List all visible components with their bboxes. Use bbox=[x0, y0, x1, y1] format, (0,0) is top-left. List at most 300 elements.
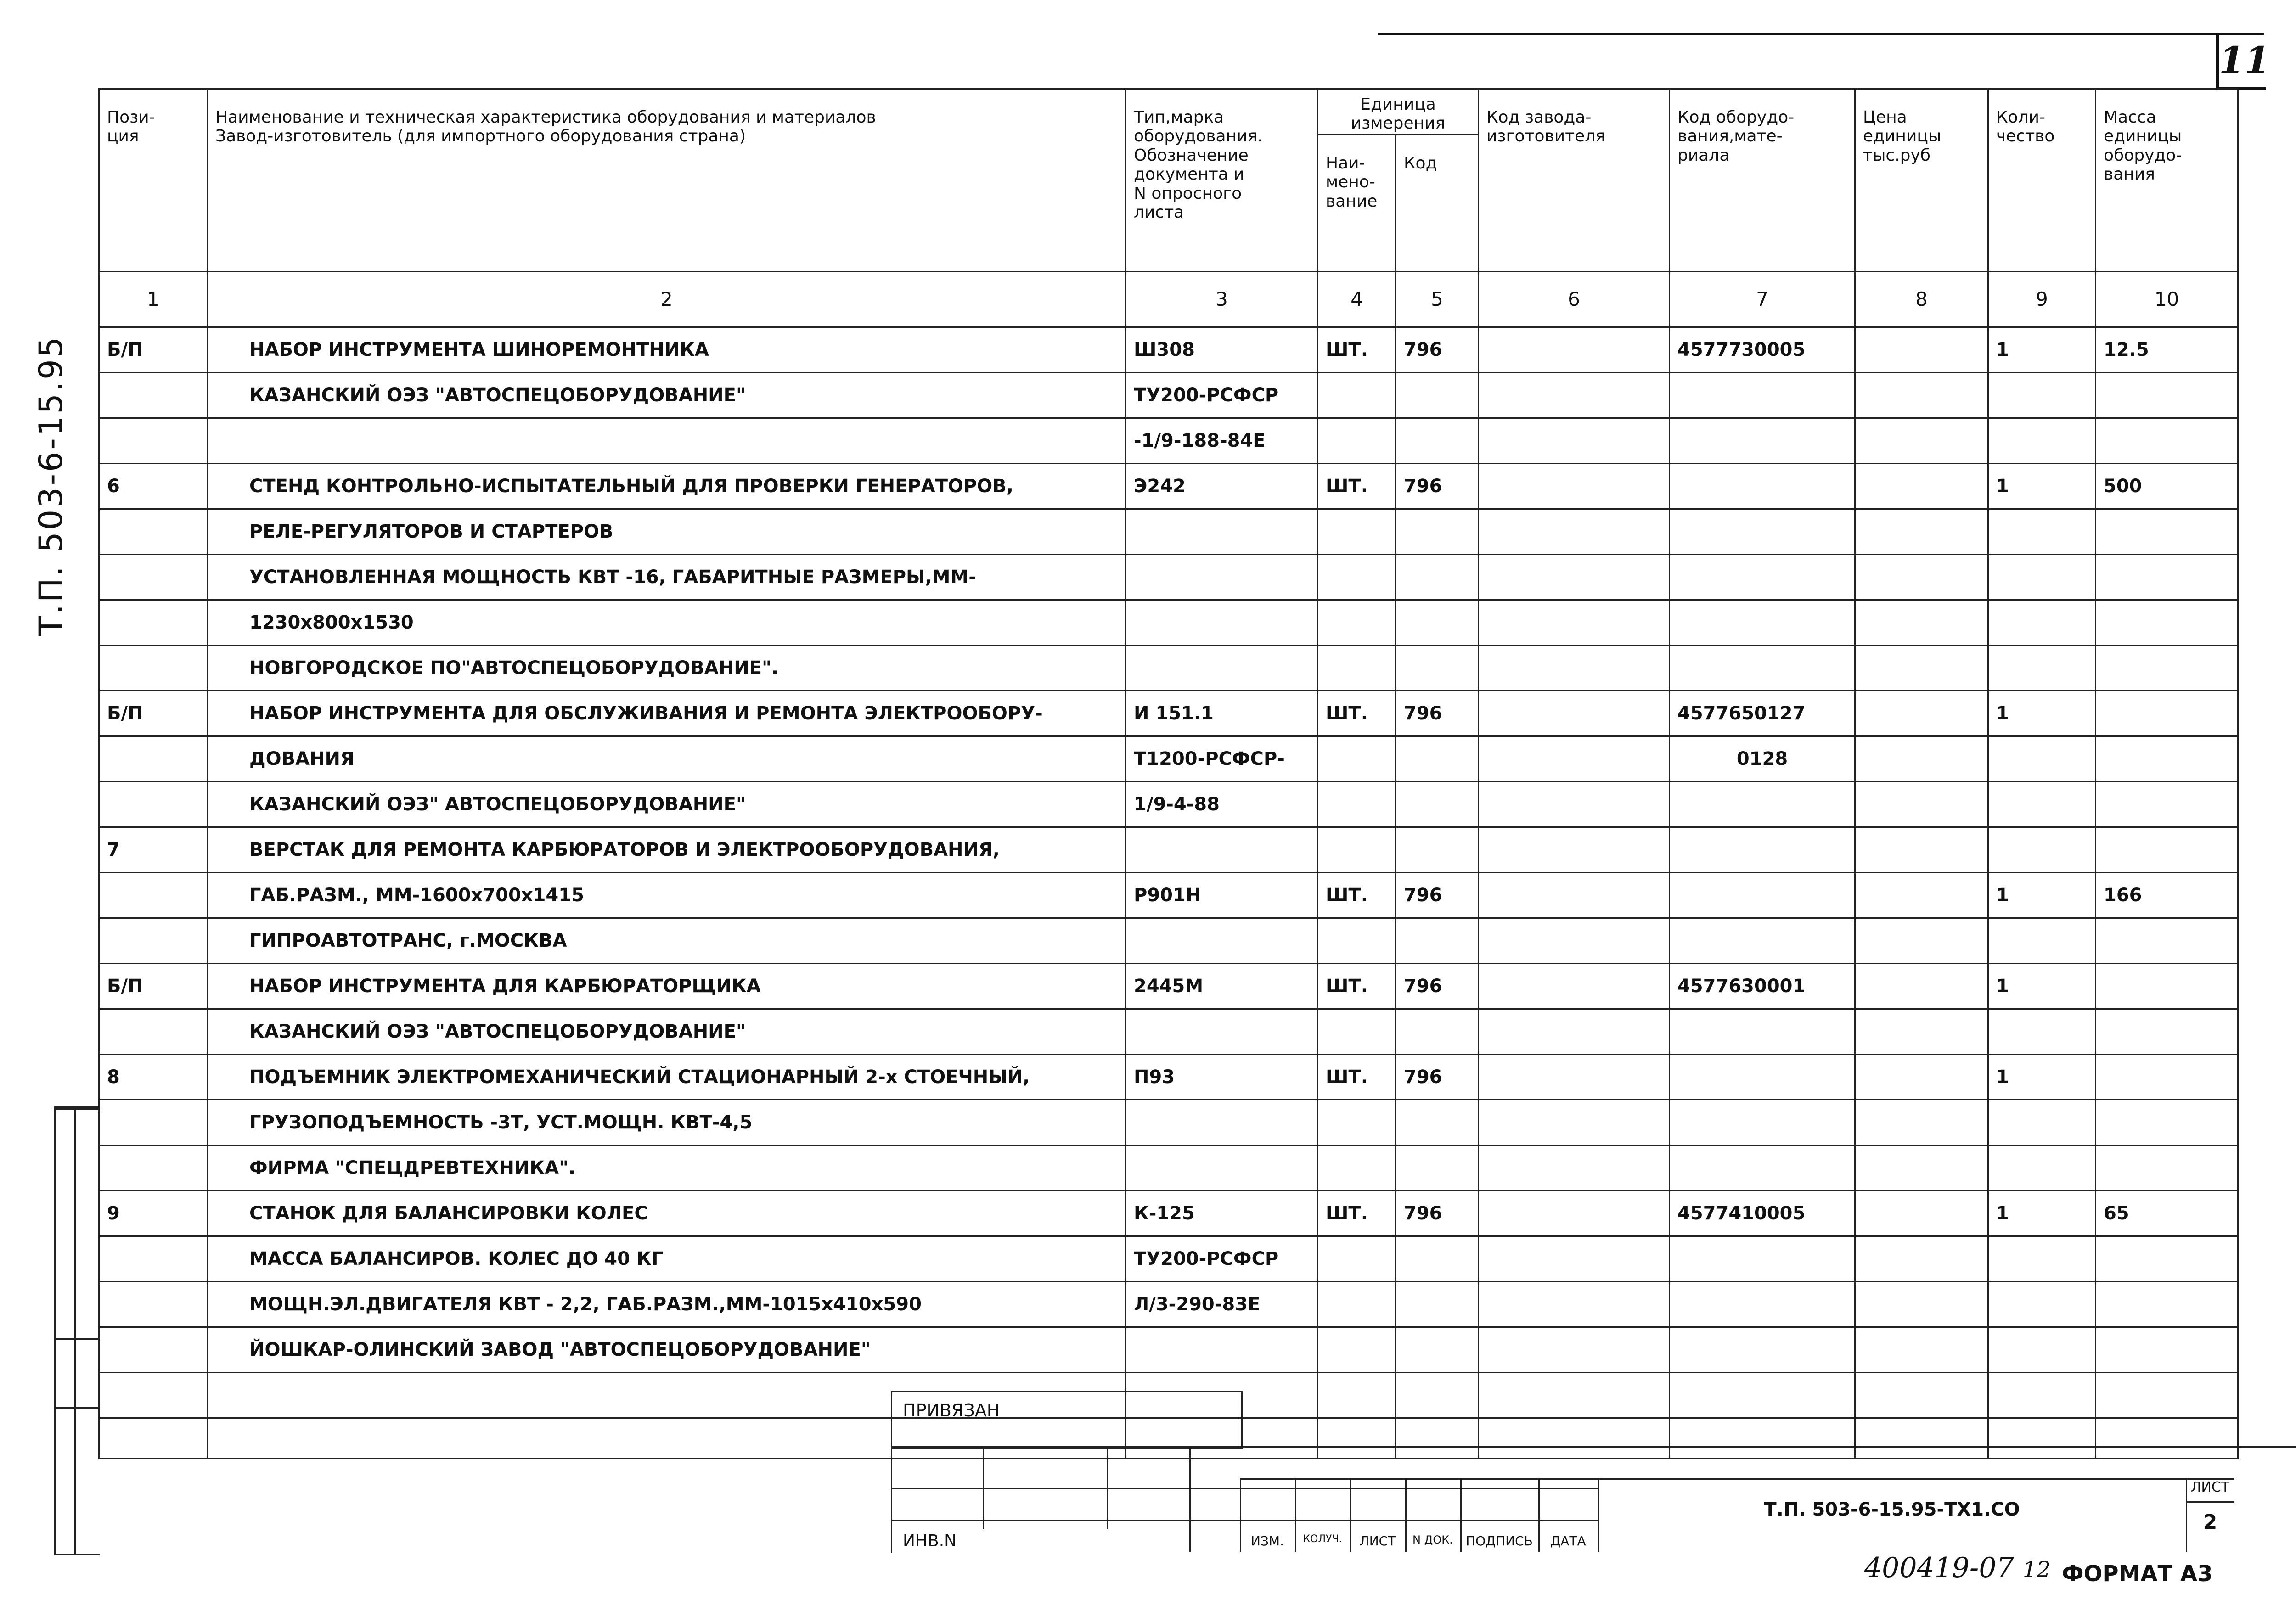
factory-code-cell bbox=[1479, 373, 1670, 418]
col-izm-label: ИЗМ. bbox=[1251, 1533, 1284, 1549]
quantity-cell bbox=[1988, 1236, 2096, 1282]
quantity-cell bbox=[1988, 509, 2096, 555]
factory-code-cell bbox=[1479, 555, 1670, 600]
equipment-code-cell bbox=[1670, 1055, 1855, 1100]
unit-name-cell bbox=[1318, 555, 1396, 600]
table-row bbox=[99, 418, 2238, 464]
factory-code-cell bbox=[1479, 464, 1670, 509]
name-cell: РЕЛЕ-РЕГУЛЯТОРОВ И СТАРТЕРОВ bbox=[208, 509, 1126, 555]
unit-code-cell bbox=[1396, 1009, 1479, 1055]
mass-cell bbox=[2096, 964, 2238, 1009]
equipment-code-cell bbox=[1670, 1100, 1855, 1145]
mass-cell bbox=[2096, 782, 2238, 827]
unit-name-cell: ШТ. bbox=[1318, 327, 1396, 373]
unit-name-cell bbox=[1318, 1282, 1396, 1327]
unit-code-cell: 796 bbox=[1396, 464, 1479, 509]
equipment-code-cell bbox=[1670, 646, 1855, 691]
factory-code-cell bbox=[1479, 736, 1670, 782]
price-cell bbox=[1855, 918, 1988, 964]
equipment-code-cell: 4577410005 bbox=[1670, 1191, 1855, 1236]
column-number: 10 bbox=[2096, 272, 2238, 327]
mass-cell bbox=[2096, 600, 2238, 646]
equipment-code-cell bbox=[1670, 873, 1855, 918]
price-cell bbox=[1855, 873, 1988, 918]
position-cell: Б/П bbox=[99, 964, 208, 1009]
column-number-row bbox=[99, 272, 2238, 327]
name-cell: ЙОШКАР-ОЛИНСКИЙ ЗАВОД "АВТОСПЕЦОБОРУДОВАНИЕ" bbox=[208, 1327, 1126, 1373]
price-cell bbox=[1855, 691, 1988, 736]
position-cell: 9 bbox=[99, 1191, 208, 1236]
table-row bbox=[99, 1100, 2238, 1145]
column-number: 7 bbox=[1670, 272, 1855, 327]
name-cell: КАЗАНСКИЙ ОЭЗ" АВТОСПЕЦОБОРУДОВАНИЕ" bbox=[208, 782, 1126, 827]
quantity-cell bbox=[1988, 555, 2096, 600]
position-cell bbox=[99, 1009, 208, 1055]
mass-cell bbox=[2096, 691, 2238, 736]
table-row bbox=[99, 464, 2238, 509]
header-equipment-code: Код оборудо- вания,мате- риала bbox=[1670, 89, 1855, 272]
table-row bbox=[99, 1327, 2238, 1373]
type-cell: ТУ200-РСФСР bbox=[1126, 373, 1318, 418]
type-cell bbox=[1126, 555, 1318, 600]
equipment-code-cell bbox=[1670, 1009, 1855, 1055]
unit-name-cell bbox=[1318, 782, 1396, 827]
factory-code-cell bbox=[1479, 1373, 1670, 1418]
equipment-code-cell bbox=[1670, 600, 1855, 646]
quantity-cell bbox=[1988, 373, 2096, 418]
name-cell: ФИРМА "СПЕЦДРЕВТЕХНИКА". bbox=[208, 1145, 1126, 1191]
column-number: 4 bbox=[1318, 272, 1396, 327]
equipment-code-cell bbox=[1670, 918, 1855, 964]
type-cell: Т1200-РСФСР- bbox=[1126, 736, 1318, 782]
specification-table bbox=[98, 88, 2239, 1459]
column-number: 9 bbox=[1988, 272, 2096, 327]
name-cell: НАБОР ИНСТРУМЕНТА ШИНОРЕМОНТНИКА bbox=[208, 327, 1126, 373]
quantity-cell bbox=[1988, 782, 2096, 827]
unit-code-cell bbox=[1396, 509, 1479, 555]
unit-name-cell: ШТ. bbox=[1318, 873, 1396, 918]
table-row bbox=[99, 782, 2238, 827]
mass-cell bbox=[2096, 1009, 2238, 1055]
table-row bbox=[99, 1191, 2238, 1236]
type-cell: 1/9-4-88 bbox=[1126, 782, 1318, 827]
position-cell: 7 bbox=[99, 827, 208, 873]
position-cell bbox=[99, 418, 208, 464]
mass-cell bbox=[2096, 1373, 2238, 1418]
unit-code-cell bbox=[1396, 918, 1479, 964]
name-cell: СТАНОК ДЛЯ БАЛАНСИРОВКИ КОЛЕС bbox=[208, 1191, 1126, 1236]
position-cell bbox=[99, 646, 208, 691]
unit-name-cell bbox=[1318, 646, 1396, 691]
mass-cell bbox=[2096, 1145, 2238, 1191]
mass-cell bbox=[2096, 918, 2238, 964]
name-cell: 1230х800х1530 bbox=[208, 600, 1126, 646]
mass-cell bbox=[2096, 509, 2238, 555]
factory-code-cell bbox=[1479, 918, 1670, 964]
mass-cell bbox=[2096, 646, 2238, 691]
name-cell: ГИПРОАВТОТРАНС, г.МОСКВА bbox=[208, 918, 1126, 964]
sheet-number: 11 bbox=[2216, 33, 2266, 90]
table-row bbox=[99, 1055, 2238, 1100]
price-cell bbox=[1855, 1236, 1988, 1282]
price-cell bbox=[1855, 1055, 1988, 1100]
factory-code-cell bbox=[1479, 1100, 1670, 1145]
name-cell: СТЕНД КОНТРОЛЬНО-ИСПЫТАТЕЛЬНЫЙ ДЛЯ ПРОВЕРКИ ГЕНЕРАТОРОВ, bbox=[208, 464, 1126, 509]
header-name: Наименование и техническая характеристика оборудования и материалов Завод-изготовитель (для импортного оборудования страна) bbox=[208, 89, 1126, 272]
table-row bbox=[99, 1009, 2238, 1055]
equipment-code-cell bbox=[1670, 782, 1855, 827]
equipment-code-cell: 4577650127 bbox=[1670, 691, 1855, 736]
position-cell bbox=[99, 373, 208, 418]
factory-code-cell bbox=[1479, 1282, 1670, 1327]
mass-cell bbox=[2096, 418, 2238, 464]
mass-cell bbox=[2096, 736, 2238, 782]
unit-code-cell: 796 bbox=[1396, 1191, 1479, 1236]
name-cell: ПОДЪЕМНИК ЭЛЕКТРОМЕХАНИЧЕСКИЙ СТАЦИОНАРНЫЙ 2-х СТОЕЧНЫЙ, bbox=[208, 1055, 1126, 1100]
position-cell bbox=[99, 1145, 208, 1191]
top-border-line bbox=[1378, 33, 2264, 35]
equipment-code-cell: 4577630001 bbox=[1670, 964, 1855, 1009]
type-cell bbox=[1126, 509, 1318, 555]
table-row bbox=[99, 555, 2238, 600]
unit-name-cell: ШТ. bbox=[1318, 464, 1396, 509]
table-row bbox=[99, 646, 2238, 691]
quantity-cell bbox=[1988, 1145, 2096, 1191]
mass-cell bbox=[2096, 373, 2238, 418]
unit-name-cell bbox=[1318, 1236, 1396, 1282]
position-cell bbox=[99, 1100, 208, 1145]
type-cell: ТУ200-РСФСР bbox=[1126, 1236, 1318, 1282]
mass-cell bbox=[2096, 1282, 2238, 1327]
col-podpis-label: ПОДПИСЬ bbox=[1466, 1533, 1533, 1549]
column-number: 1 bbox=[99, 272, 208, 327]
quantity-cell bbox=[1988, 1282, 2096, 1327]
quantity-cell: 1 bbox=[1988, 327, 2096, 373]
factory-code-cell bbox=[1479, 782, 1670, 827]
unit-code-cell bbox=[1396, 782, 1479, 827]
equipment-code-cell bbox=[1670, 464, 1855, 509]
vertical-project-label: Т.П. 503-6-15.95 bbox=[32, 335, 70, 636]
unit-name-cell bbox=[1318, 918, 1396, 964]
unit-name-cell bbox=[1318, 1145, 1396, 1191]
quantity-cell bbox=[1988, 646, 2096, 691]
handwritten-inventory-number bbox=[1864, 1552, 2051, 1584]
table-row bbox=[99, 1236, 2238, 1282]
unit-name-cell: ШТ. bbox=[1318, 691, 1396, 736]
column-number: 2 bbox=[208, 272, 1126, 327]
factory-code-cell bbox=[1479, 509, 1670, 555]
type-cell: 2445М bbox=[1126, 964, 1318, 1009]
name-cell: ВЕРСТАК ДЛЯ РЕМОНТА КАРБЮРАТОРОВ И ЭЛЕКТРООБОРУДОВАНИЯ, bbox=[208, 827, 1126, 873]
quantity-cell: 1 bbox=[1988, 1191, 2096, 1236]
name-cell: ГАБ.РАЗМ., ММ-1600х700х1415 bbox=[208, 873, 1126, 918]
type-cell bbox=[1126, 827, 1318, 873]
mass-cell bbox=[2096, 1236, 2238, 1282]
unit-name-cell bbox=[1318, 827, 1396, 873]
header-unit-group: Единица измерения bbox=[1318, 89, 1479, 135]
sheet-value: 2 bbox=[2203, 1510, 2217, 1534]
header-quantity: Коли- чество bbox=[1988, 89, 2096, 272]
mass-cell: 12.5 bbox=[2096, 327, 2238, 373]
price-cell bbox=[1855, 509, 1988, 555]
col-ndok-label: N ДОК. bbox=[1412, 1533, 1453, 1546]
type-cell: Л/3-290-83Е bbox=[1126, 1282, 1318, 1327]
mass-cell bbox=[2096, 1327, 2238, 1373]
equipment-code-cell bbox=[1670, 827, 1855, 873]
table-row bbox=[99, 509, 2238, 555]
col-data-label: ДАТА bbox=[1550, 1533, 1586, 1549]
col-list-label: ЛИСТ bbox=[1359, 1533, 1396, 1549]
quantity-cell: 1 bbox=[1988, 464, 2096, 509]
unit-code-cell bbox=[1396, 555, 1479, 600]
unit-code-cell bbox=[1396, 646, 1479, 691]
unit-code-cell: 796 bbox=[1396, 964, 1479, 1009]
header-unit-name: Наи- мено- вание bbox=[1318, 135, 1396, 272]
factory-code-cell bbox=[1479, 1191, 1670, 1236]
factory-code-cell bbox=[1479, 873, 1670, 918]
unit-name-cell: ШТ. bbox=[1318, 1191, 1396, 1236]
price-cell bbox=[1855, 736, 1988, 782]
type-cell bbox=[1126, 1100, 1318, 1145]
unit-code-cell bbox=[1396, 1327, 1479, 1373]
unit-code-cell bbox=[1396, 600, 1479, 646]
factory-code-cell bbox=[1479, 1145, 1670, 1191]
name-cell: НАБОР ИНСТРУМЕНТА ДЛЯ КАРБЮРАТОРЩИКА bbox=[208, 964, 1126, 1009]
position-cell bbox=[99, 1282, 208, 1327]
unit-name-cell: ШТ. bbox=[1318, 1055, 1396, 1100]
name-cell bbox=[208, 418, 1126, 464]
mass-cell bbox=[2096, 1055, 2238, 1100]
column-number: 6 bbox=[1479, 272, 1670, 327]
name-cell: МАССА БАЛАНСИРОВ. КОЛЕС ДО 40 КГ bbox=[208, 1236, 1126, 1282]
table-row bbox=[99, 736, 2238, 782]
equipment-code-cell bbox=[1670, 1373, 1855, 1418]
table-body bbox=[99, 327, 2238, 1418]
type-cell: К-125 bbox=[1126, 1191, 1318, 1236]
factory-code-cell bbox=[1479, 1055, 1670, 1100]
unit-code-cell bbox=[1396, 1373, 1479, 1418]
unit-code-cell: 796 bbox=[1396, 1055, 1479, 1100]
type-cell: -1/9-188-84Е bbox=[1126, 418, 1318, 464]
handwritten-sheet: 12 bbox=[2022, 1557, 2051, 1583]
equipment-code-cell bbox=[1670, 1236, 1855, 1282]
position-cell: 6 bbox=[99, 464, 208, 509]
quantity-cell: 1 bbox=[1988, 873, 2096, 918]
column-number: 8 bbox=[1855, 272, 1988, 327]
table-row bbox=[99, 373, 2238, 418]
unit-name-cell bbox=[1318, 509, 1396, 555]
position-cell bbox=[99, 1236, 208, 1282]
price-cell bbox=[1855, 1100, 1988, 1145]
equipment-code-cell bbox=[1670, 509, 1855, 555]
position-cell bbox=[99, 873, 208, 918]
price-cell bbox=[1855, 555, 1988, 600]
price-cell bbox=[1855, 782, 1988, 827]
mass-cell: 166 bbox=[2096, 873, 2238, 918]
type-cell: Р901Н bbox=[1126, 873, 1318, 918]
equipment-code-cell: 4577730005 bbox=[1670, 327, 1855, 373]
quantity-cell bbox=[1988, 1327, 2096, 1373]
factory-code-cell bbox=[1479, 327, 1670, 373]
table-row bbox=[99, 873, 2238, 918]
factory-code-cell bbox=[1479, 418, 1670, 464]
unit-code-cell bbox=[1396, 418, 1479, 464]
mass-cell bbox=[2096, 555, 2238, 600]
type-cell: П93 bbox=[1126, 1055, 1318, 1100]
position-cell bbox=[99, 600, 208, 646]
unit-code-cell bbox=[1396, 736, 1479, 782]
unit-code-cell: 796 bbox=[1396, 691, 1479, 736]
bound-label: ПРИВЯЗАН bbox=[903, 1400, 1000, 1420]
price-cell bbox=[1855, 646, 1988, 691]
quantity-cell bbox=[1988, 1100, 2096, 1145]
unit-name-cell bbox=[1318, 736, 1396, 782]
header-price: Цена единицы тыс.руб bbox=[1855, 89, 1988, 272]
table-row bbox=[99, 1145, 2238, 1191]
table-row bbox=[99, 964, 2238, 1009]
unit-name-cell bbox=[1318, 1100, 1396, 1145]
type-cell bbox=[1126, 918, 1318, 964]
price-cell bbox=[1855, 1009, 1988, 1055]
factory-code-cell bbox=[1479, 600, 1670, 646]
header-row-top bbox=[99, 89, 2238, 135]
position-cell bbox=[99, 509, 208, 555]
quantity-cell: 1 bbox=[1988, 1055, 2096, 1100]
name-cell: НОВГОРОДСКОЕ ПО"АВТОСПЕЦОБОРУДОВАНИЕ". bbox=[208, 646, 1126, 691]
header-mass: Масса единицы оборудо- вания bbox=[2096, 89, 2238, 272]
header-position: Пози- ция bbox=[99, 89, 208, 272]
quantity-cell bbox=[1988, 736, 2096, 782]
equipment-code-cell bbox=[1670, 1282, 1855, 1327]
factory-code-cell bbox=[1479, 646, 1670, 691]
factory-code-cell bbox=[1479, 964, 1670, 1009]
mass-cell: 65 bbox=[2096, 1191, 2238, 1236]
position-cell: Б/П bbox=[99, 327, 208, 373]
name-cell: ГРУЗОПОДЪЕМНОСТЬ -3Т, УСТ.МОЩН. КВТ-4,5 bbox=[208, 1100, 1126, 1145]
equipment-code-cell bbox=[1670, 418, 1855, 464]
price-cell bbox=[1855, 373, 1988, 418]
type-cell bbox=[1126, 1145, 1318, 1191]
price-cell bbox=[1855, 327, 1988, 373]
handwritten-number: 400419-07 bbox=[1864, 1552, 2014, 1584]
unit-name-cell: ШТ. bbox=[1318, 964, 1396, 1009]
position-cell bbox=[99, 555, 208, 600]
unit-name-cell bbox=[1318, 1009, 1396, 1055]
quantity-cell bbox=[1988, 1009, 2096, 1055]
position-cell bbox=[99, 918, 208, 964]
table-row bbox=[99, 600, 2238, 646]
price-cell bbox=[1855, 418, 1988, 464]
unit-code-cell bbox=[1396, 1236, 1479, 1282]
name-cell: ДОВАНИЯ bbox=[208, 736, 1126, 782]
price-cell bbox=[1855, 600, 1988, 646]
table-row bbox=[99, 918, 2238, 964]
unit-name-cell bbox=[1318, 600, 1396, 646]
factory-code-cell bbox=[1479, 691, 1670, 736]
unit-code-cell bbox=[1396, 1282, 1479, 1327]
price-cell bbox=[1855, 827, 1988, 873]
type-cell: И 151.1 bbox=[1126, 691, 1318, 736]
header-factory-code: Код завода- изготовителя bbox=[1479, 89, 1670, 272]
price-cell bbox=[1855, 1191, 1988, 1236]
mass-cell: 500 bbox=[2096, 464, 2238, 509]
quantity-cell: 1 bbox=[1988, 964, 2096, 1009]
name-cell: КАЗАНСКИЙ ОЭЗ "АВТОСПЕЦОБОРУДОВАНИЕ" bbox=[208, 1009, 1126, 1055]
position-cell bbox=[99, 736, 208, 782]
type-cell: Ш308 bbox=[1126, 327, 1318, 373]
factory-code-cell bbox=[1479, 1009, 1670, 1055]
mass-cell bbox=[2096, 1100, 2238, 1145]
mass-cell bbox=[2096, 827, 2238, 873]
unit-code-cell bbox=[1396, 827, 1479, 873]
unit-code-cell bbox=[1396, 373, 1479, 418]
position-cell bbox=[99, 1373, 208, 1418]
left-margin-strip bbox=[54, 1106, 100, 1555]
equipment-code-cell bbox=[1670, 1327, 1855, 1373]
document-code: Т.П. 503-6-15.95-ТХ1.СО bbox=[1764, 1499, 2020, 1520]
name-cell: КАЗАНСКИЙ ОЭЗ "АВТОСПЕЦОБОРУДОВАНИЕ" bbox=[208, 373, 1126, 418]
header-unit-code: Код bbox=[1396, 135, 1479, 272]
table-row bbox=[99, 1282, 2238, 1327]
column-number: 3 bbox=[1126, 272, 1318, 327]
equipment-code-cell: 0128 bbox=[1670, 736, 1855, 782]
price-cell bbox=[1855, 964, 1988, 1009]
quantity-cell bbox=[1988, 918, 2096, 964]
equipment-code-cell bbox=[1670, 1145, 1855, 1191]
price-cell bbox=[1855, 1327, 1988, 1373]
sheet-label: ЛИСТ bbox=[2190, 1479, 2230, 1495]
unit-name-cell bbox=[1318, 1373, 1396, 1418]
equipment-code-cell bbox=[1670, 373, 1855, 418]
name-cell: НАБОР ИНСТРУМЕНТА ДЛЯ ОБСЛУЖИВАНИЯ И РЕМОНТА ЭЛЕКТРООБОРУ- bbox=[208, 691, 1126, 736]
quantity-cell bbox=[1988, 418, 2096, 464]
unit-name-cell bbox=[1318, 373, 1396, 418]
col-koluch-label: КОЛУЧ. bbox=[1303, 1533, 1342, 1545]
quantity-cell bbox=[1988, 600, 2096, 646]
position-cell: Б/П bbox=[99, 691, 208, 736]
table-row bbox=[99, 691, 2238, 736]
name-cell: МОЩН.ЭЛ.ДВИГАТЕЛЯ КВТ - 2,2, ГАБ.РАЗМ.,ММ-1015х410х590 bbox=[208, 1282, 1126, 1327]
unit-code-cell bbox=[1396, 1145, 1479, 1191]
type-cell bbox=[1126, 1009, 1318, 1055]
factory-code-cell bbox=[1479, 827, 1670, 873]
unit-code-cell: 796 bbox=[1396, 327, 1479, 373]
unit-name-cell bbox=[1318, 1327, 1396, 1373]
type-cell bbox=[1126, 646, 1318, 691]
quantity-cell bbox=[1988, 1373, 2096, 1418]
header-type: Тип,марка оборудования. Обозначение документа и N опросного листа bbox=[1126, 89, 1318, 272]
price-cell bbox=[1855, 1373, 1988, 1418]
table-row bbox=[99, 327, 2238, 373]
type-cell bbox=[1126, 600, 1318, 646]
position-cell bbox=[99, 782, 208, 827]
position-cell bbox=[99, 1327, 208, 1373]
inventory-label: ИНВ.N bbox=[903, 1532, 957, 1550]
unit-code-cell: 796 bbox=[1396, 873, 1479, 918]
price-cell bbox=[1855, 1145, 1988, 1191]
position-cell: 8 bbox=[99, 1055, 208, 1100]
unit-code-cell bbox=[1396, 1100, 1479, 1145]
name-cell: УСТАНОВЛЕННАЯ МОЩНОСТЬ КВТ -16, ГАБАРИТНЫЕ РАЗМЕРЫ,ММ- bbox=[208, 555, 1126, 600]
table-row bbox=[99, 827, 2238, 873]
equipment-code-cell bbox=[1670, 555, 1855, 600]
price-cell bbox=[1855, 1282, 1988, 1327]
type-cell bbox=[1126, 1327, 1318, 1373]
column-number: 5 bbox=[1396, 272, 1479, 327]
unit-name-cell bbox=[1318, 418, 1396, 464]
quantity-cell bbox=[1988, 827, 2096, 873]
type-cell: Э242 bbox=[1126, 464, 1318, 509]
